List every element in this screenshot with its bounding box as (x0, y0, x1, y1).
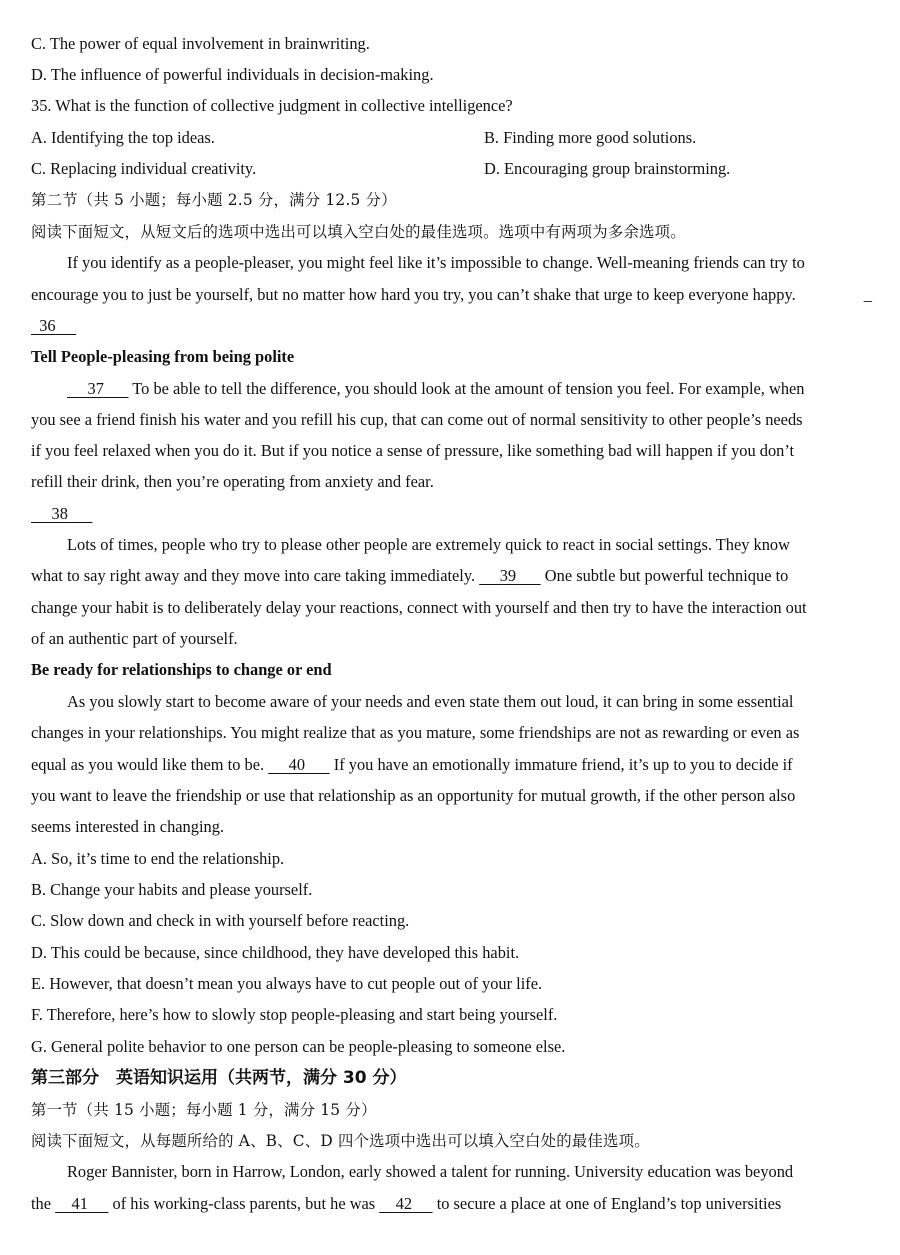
section2-instruction: 阅读下面短文，从短文后的选项中选出可以填入空白处的最佳选项。选项中有两项为多余选项。 (31, 223, 686, 241)
blank-36: 36 (39, 316, 56, 335)
passage-p2-line2: you see a friend finish his water and you refill his cup, that can come out of normal sensitivity to other people’s needs (31, 410, 803, 429)
passage-p1-line1: If you identify as a people-pleaser, you might feel like it’s impossible to change. Well-meaning friends can try to (67, 253, 805, 272)
option-c: C. Slow down and check in with yourself before reacting. (31, 911, 410, 930)
option-a: A. So, it’s time to end the relationship. (31, 849, 285, 868)
blank-41: 41 (71, 1194, 88, 1213)
passage-p4-line1: As you slowly start to become aware of your needs and even state them out loud, it can bring in some essential (67, 692, 794, 711)
option-e: E. However, that doesn’t mean you always have to cut people out of your life. (31, 974, 543, 993)
passage-p1-line2-text: encourage you to just be yourself, but no matter how hard you try, you can’t shake that urge to keep everyone happy. (31, 285, 796, 304)
passage-p1-line2 (31, 285, 872, 305)
passage-p4-line4: you want to leave the friendship or use that relationship as an opportunity for mutual growth, if the other person also (31, 786, 796, 805)
q35-option-d: D. Encouraging group brainstorming. (484, 159, 731, 178)
passage-p4-line2: changes in your relationships. You might realize that as you mature, some friendships are not as rewarding or even as (31, 723, 800, 742)
blank-36-line (31, 316, 872, 336)
q34-option-c: C. The power of equal involvement in brainwriting. (31, 34, 370, 53)
blank-40: 40 (288, 755, 306, 774)
option-d: D. This could be because, since childhood, they have developed this habit. (31, 943, 520, 962)
passage-p3-line2 (31, 566, 872, 586)
part3-header: 第三部分 英语知识运用（共两节，满分 30 分） (31, 1068, 407, 1088)
part3-p1-line2 (31, 1194, 872, 1214)
option-g: G. General polite behavior to one person can be people-pleasing to someone else. (31, 1037, 566, 1056)
q35-option-b: B. Finding more good solutions. (484, 128, 697, 147)
q35-option-c: C. Replacing individual creativity. (31, 159, 257, 178)
passage-p3-line4: of an authentic part of yourself. (31, 629, 238, 648)
blank-37: 37 (87, 379, 104, 398)
passage-p2-line1 (31, 379, 872, 399)
passage-p3-line2-start: what to say right away and they move into care taking immediately. (31, 566, 476, 585)
q35-options-row-2 (31, 159, 872, 179)
part3-p1-line2-start: the (31, 1194, 52, 1213)
part3-p1-line2-end: to secure a place at one of England’s top universities (436, 1194, 782, 1213)
passage-p2-line3: if you feel relaxed when you do it. But if you notice a sense of pressure, like something bad will happen if you don’t (31, 441, 795, 460)
q35-option-a: A. Identifying the top ideas. (31, 128, 215, 147)
part3-section1-instruction: 阅读下面短文，从每题所给的 A、B、C、D 四个选项中选出可以填入空白处的最佳选项。 (31, 1132, 650, 1150)
passage-p4-line3 (31, 755, 872, 775)
section2-header: 第二节（共 5 小题；每小题 2.5 分，满分 12.5 分） (31, 191, 397, 209)
passage-p4-line5: seems interested in changing. (31, 817, 224, 836)
passage-p4-line3-end: If you have an emotionally immature friend, it’s up to you to decide if (333, 755, 793, 774)
blank-38: 38 (51, 504, 68, 523)
section-heading-relationships: Be ready for relationships to change or end (31, 660, 332, 679)
option-b: B. Change your habits and please yourself. (31, 880, 313, 899)
part3-p1-line2-mid: of his working-class parents, but he was (112, 1194, 376, 1213)
section-heading-tell: Tell People-pleasing from being polite (31, 347, 295, 366)
passage-p4-line3-start: equal as you would like them to be. (31, 755, 265, 774)
q34-option-d: D. The influence of powerful individuals in decision-making. (31, 65, 434, 84)
part3-section1-header: 第一节（共 15 小题；每小题 1 分，满分 15 分） (31, 1101, 377, 1119)
passage-p2-line4: refill their drink, then you’re operating from anxiety and fear. (31, 472, 434, 491)
passage-p3-line1: Lots of times, people who try to please other people are extremely quick to react in social settings. They know (67, 535, 790, 554)
passage-p1-line2-tail: _ (863, 285, 872, 304)
q35-options-row-1 (31, 128, 872, 148)
passage-p3-line3: change your habit is to deliberately delay your reactions, connect with yourself and then try to have the interaction out (31, 598, 807, 617)
q35-question: 35. What is the function of collective judgment in collective intelligence? (31, 96, 513, 115)
passage-p3-line2-end: One subtle but powerful technique to (544, 566, 789, 585)
option-f: F. Therefore, here’s how to slowly stop people-pleasing and start being yourself. (31, 1005, 558, 1024)
blank-42: 42 (395, 1194, 413, 1213)
blank-39: 39 (499, 566, 517, 585)
blank-38-line (31, 504, 872, 524)
part3-p1-line1: Roger Bannister, born in Harrow, London, early showed a talent for running. University education was beyond (67, 1162, 794, 1181)
passage-p2-line1-text: To be able to tell the difference, you should look at the amount of tension you feel. For example, when (132, 379, 805, 398)
